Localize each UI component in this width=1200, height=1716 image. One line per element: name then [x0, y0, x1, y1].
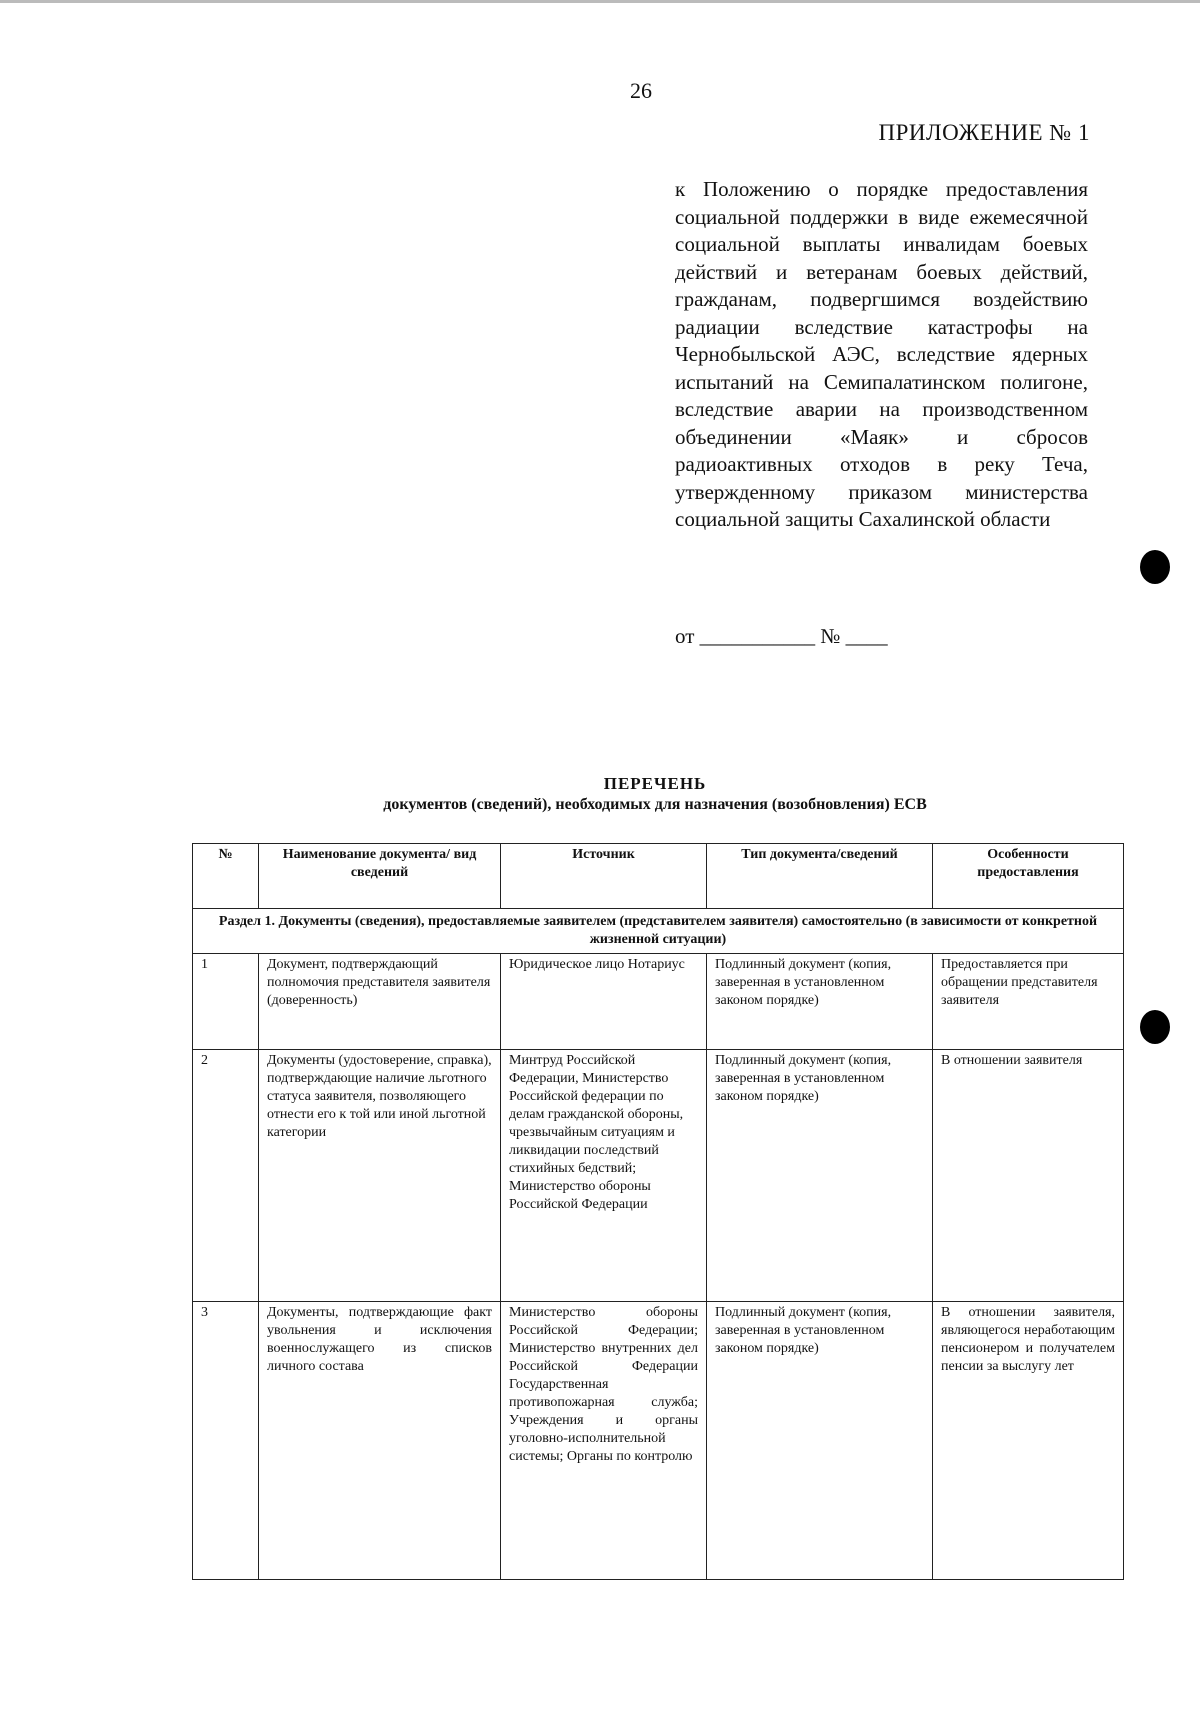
note-cell: В отношении заявителя, являющегося неработающим пенсионером и получателем пенсии за выслугу лет [933, 1302, 1124, 1580]
document-name-cell: Документы (удостоверение, справка), подтверждающие наличие льготного статуса заявителя, позволяющего отнести его к той или иной льготной категории [259, 1050, 501, 1302]
row-number: 2 [193, 1050, 259, 1302]
page-number: 26 [630, 78, 652, 103]
document-title: ПЕРЕЧЕНЬ [603, 774, 707, 793]
appendix-title: ПРИЛОЖЕНИЕ № 1 [878, 120, 1090, 145]
source-cell: Министерство обороны Российской Федерации; Министерство внутренних дел Российской Федерации Государственная противопожарная служба; Учреждения и органы уголовно-исполнительной системы; Органы по контролю [501, 1302, 707, 1580]
document-title-block [190, 774, 1120, 814]
table-header-row [193, 844, 1124, 909]
table-row [193, 1050, 1124, 1302]
header-note: Особенности предоставления [933, 844, 1124, 909]
row-number: 3 [193, 1302, 259, 1580]
scan-hole-mark [1140, 1010, 1170, 1044]
table-row [193, 1302, 1124, 1580]
header-num: № [193, 844, 259, 909]
scan-hole-mark [1140, 550, 1170, 584]
section-title: Раздел 1. Документы (сведения), предоставляемые заявителем (представителем заявителя) самостоятельно (в зависимости от конкретной жизненной ситуации) [193, 909, 1124, 954]
section-row [193, 909, 1124, 954]
note-cell: В отношении заявителя [933, 1050, 1124, 1302]
row-number: 1 [193, 954, 259, 1050]
note-cell: Предоставляется при обращении представителя заявителя [933, 954, 1124, 1050]
document-type-cell: Подлинный документ (копия, заверенная в установленном законом порядке) [707, 954, 933, 1050]
header-type: Тип документа/сведений [707, 844, 933, 909]
table-row [193, 954, 1124, 1050]
document-name-cell: Документы, подтверждающие факт увольнения и исключения военнослужащего из списков личного состава [259, 1302, 501, 1580]
source-cell: Минтруд Российской Федерации, Министерство Российской федерации по делам гражданской обороны, чрезвычайным ситуациям и ликвидации последствий стихийных бедствий; Министерство обороны Российской Федерации [501, 1050, 707, 1302]
appendix-text: к Положению о порядке предоставления социальной поддержки в виде ежемесячной социальной выплаты инвалидам боевых действий и ветеранам боевых действий, гражданам, подвергшимся воздействию радиации вследствие катастрофы на Чернобыльской АЭС, вследствие ядерных испытаний на Семипалатинском полигоне, вследствие аварии на производственном объединении «Маяк» и сбросов радиоактивных отходов в реку Теча, утвержденному приказом министерства социальной защиты Сахалинской области [675, 177, 1088, 531]
appendix-date-line: от ___________ № ____ [675, 624, 888, 648]
scan-edge [0, 0, 1200, 3]
document-subtitle: документов (сведений), необходимых для назначения (возобновления) ЕСВ [383, 796, 927, 813]
header-name: Наименование документа/ вид сведений [259, 844, 501, 909]
document-type-cell: Подлинный документ (копия, заверенная в установленном законом порядке) [707, 1050, 933, 1302]
documents-table [192, 843, 1124, 1580]
document-type-cell: Подлинный документ (копия, заверенная в установленном законом порядке) [707, 1302, 933, 1580]
document-name-cell: Документ, подтверждающий полномочия представителя заявителя (доверенность) [259, 954, 501, 1050]
source-cell: Юридическое лицо Нотариус [501, 954, 707, 1050]
header-source: Источник [501, 844, 707, 909]
